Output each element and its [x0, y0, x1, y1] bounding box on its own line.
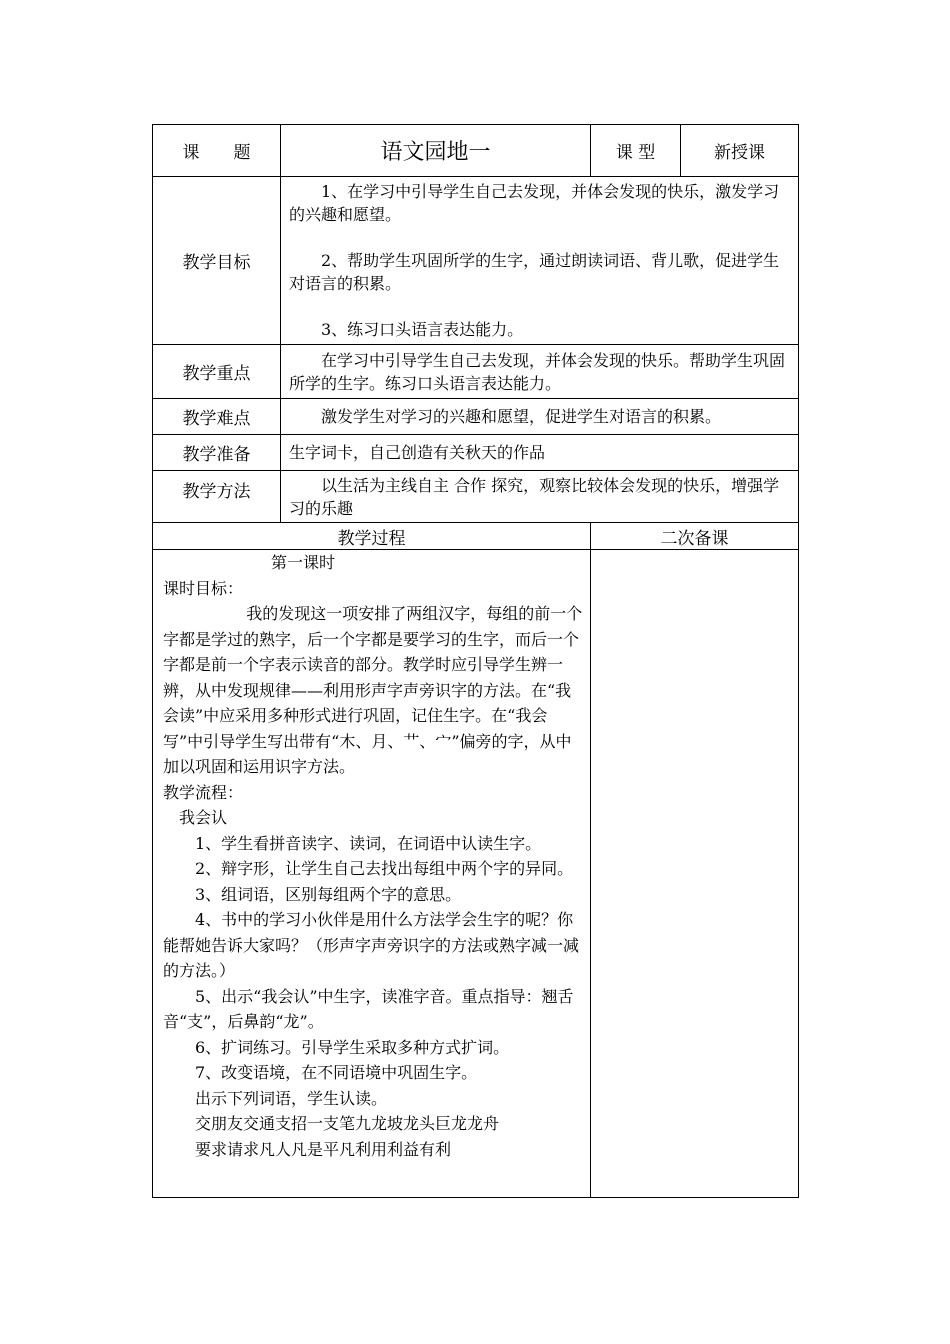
- step-2: 2、辩字形，让学生自己去找出每组中两个字的异同。: [195, 859, 574, 878]
- method-label: 教学方法: [153, 471, 281, 523]
- method-row: [153, 471, 799, 523]
- step-3: 3、组词语，区别每组两个字的意思。: [195, 884, 462, 904]
- session-title: 第一课时: [271, 553, 336, 572]
- second-prep-header: 二次备课: [591, 523, 799, 550]
- step-6: 6、扩词练习。引导学生采取多种方式扩词。: [195, 1037, 510, 1057]
- step-1: 1、学生看拼音读字、读词，在词语中认读生字。: [195, 833, 542, 853]
- flow-subtitle: 我会认: [179, 808, 228, 827]
- process-header: 教学过程: [153, 523, 591, 550]
- goal-text: 我的发现这一项安排了两组汉字，每组的前一个字都是学过的熟字，后一个字都是要学习的生字，而后一个字都是前一个字表示读音的部分。教学时应引导学生辨一辨，从中发现规律——利用形声字声旁识字的方法。在“我会读”中应采用多种形式进行巩固，记住生字。在“我会写”中引导学生写出带有“木、月、艹、宀”偏旁的字，从中加以巩固和运用识字方法。: [163, 604, 583, 776]
- goal-item-3: 3、练习口头语言表达能力。: [321, 320, 524, 339]
- type-value: 新授课: [681, 125, 799, 177]
- difficulties-text: 激发学生对学习的兴趣和愿望，促进学生对语言的积累。: [321, 407, 722, 426]
- step-8: 出示下列词语，学生认读。: [195, 1088, 388, 1108]
- key-points-text: 在学习中引导学生自己去发现，并体会发现的快乐。帮助学生巩固所学的生字。练习口头语言表达能力。: [289, 350, 786, 393]
- key-points-label: 教学重点: [153, 345, 281, 399]
- process-content: [153, 550, 591, 1198]
- process-row: [153, 550, 799, 1198]
- topic-label: 课 题: [153, 125, 281, 177]
- word-list-1: 交朋友交通支招一支笔九龙坡龙头巨龙龙舟: [195, 1114, 500, 1133]
- preparation-label: 教学准备: [153, 435, 281, 471]
- goal-item-2: 2、帮助学生巩固所学的生字，通过朗读词语、背儿歌，促进学生对语言的积累。: [289, 251, 780, 293]
- step-4: 4、书中的学习小伙伴是用什么方法学会生字的呢？你能帮她告诉大家吗？（形声字声旁识字的方法或熟字减一减的方法。）: [163, 910, 580, 980]
- difficulties-row: [153, 399, 799, 435]
- lesson-plan-table: [152, 124, 799, 1198]
- header-row: [153, 125, 799, 177]
- second-prep-content: [591, 550, 799, 1198]
- preparation-row: [153, 435, 799, 471]
- goal-title: 课时目标：: [163, 578, 244, 598]
- difficulties-label: 教学难点: [153, 399, 281, 435]
- step-5: 5、出示“我会认”中生字，读准字音。重点指导：翘舌音“支”，后鼻韵“龙”。: [163, 986, 574, 1031]
- method-text: 以生活为主线自主 合作 探究，观察比较体会发现的快乐，增强学习的乐趣: [289, 475, 780, 518]
- key-points-row: [153, 345, 799, 399]
- preparation-text: 生字词卡，自己创造有关秋天的作品: [289, 443, 546, 462]
- process-header-row: [153, 523, 799, 550]
- goals-label: 教学目标: [153, 177, 281, 345]
- flow-title: 教学流程：: [163, 782, 244, 802]
- step-7: 7、改变语境，在不同语境中巩固生字。: [195, 1063, 478, 1082]
- goals-content: [281, 177, 799, 345]
- topic-value: 语文园地一: [281, 125, 591, 177]
- goals-row: [153, 177, 799, 345]
- type-label: 课 型: [591, 125, 681, 177]
- goal-item-1: 1、在学习中引导学生自己去发现，并体会发现的快乐，激发学习的兴趣和愿望。: [289, 182, 780, 224]
- lesson-plan-sheet: [152, 124, 798, 1198]
- word-list-2: 要求请求凡人凡是平凡利用利益有利: [195, 1139, 452, 1159]
